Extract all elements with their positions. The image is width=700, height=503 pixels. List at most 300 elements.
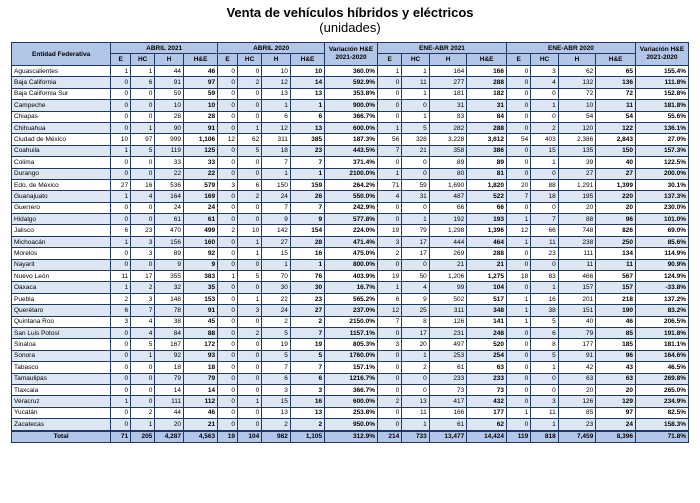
value-cell: 18 — [262, 145, 291, 156]
he-total-cell: 27 — [290, 305, 324, 316]
value-cell: 1 — [238, 236, 262, 247]
value-cell: 0 — [218, 316, 238, 327]
variation-cell: 30.1% — [635, 179, 688, 190]
variation-cell: 1216.7% — [325, 373, 378, 384]
he-total-cell: 96 — [596, 350, 636, 361]
value-cell: 10 — [155, 100, 184, 111]
entity-name-cell: Durango — [12, 168, 111, 179]
he-total-cell: 1,275 — [467, 271, 507, 282]
variation-cell: 475.0% — [325, 248, 378, 259]
variation-cell: 269.8% — [635, 373, 688, 384]
sub-header-e: E — [378, 54, 402, 66]
value-cell: 0 — [131, 384, 155, 395]
value-cell: 0 — [218, 157, 238, 168]
variation-cell: 155.4% — [635, 66, 688, 77]
total-variation-cell: 71.8% — [635, 431, 688, 443]
value-cell: 0 — [506, 373, 530, 384]
he-total-cell: 567 — [596, 271, 636, 282]
value-cell: 4 — [131, 327, 155, 338]
value-cell: 39 — [558, 157, 595, 168]
variation-cell: 264.2% — [325, 179, 378, 190]
value-cell: 88 — [531, 179, 559, 190]
variation-cell: 114.9% — [635, 248, 688, 259]
value-cell: 0 — [506, 259, 530, 270]
value-cell: 1 — [506, 214, 530, 225]
value-cell: 0 — [238, 282, 262, 293]
table-row — [12, 362, 689, 373]
value-cell: 0 — [378, 100, 402, 111]
entity-name-cell: Nayarit — [12, 259, 111, 270]
value-cell: 10 — [262, 66, 291, 77]
value-cell: 126 — [429, 316, 466, 327]
he-total-cell: 1,106 — [183, 134, 217, 145]
value-cell: 20 — [155, 419, 184, 431]
value-cell: 0 — [402, 157, 430, 168]
variation-cell: 2100.0% — [325, 168, 378, 179]
he-total-cell: 30 — [290, 282, 324, 293]
value-cell: 0 — [131, 214, 155, 225]
he-total-cell: 59 — [183, 88, 217, 99]
total-value-cell: 733 — [402, 431, 430, 443]
sub-header-hc: HC — [402, 54, 430, 66]
value-cell: 1 — [506, 316, 530, 327]
variation-cell: 371.4% — [325, 157, 378, 168]
value-cell: 40 — [558, 316, 595, 327]
sub-header-he: H&E — [290, 54, 324, 66]
value-cell: 7 — [131, 305, 155, 316]
value-cell: 42 — [558, 362, 595, 373]
value-cell: 61 — [429, 419, 466, 431]
he-total-cell: 10 — [183, 100, 217, 111]
sub-header-e: E — [111, 54, 131, 66]
variation-cell: 181.1% — [635, 339, 688, 350]
value-cell: 150 — [262, 179, 291, 190]
he-total-cell: 7 — [290, 202, 324, 213]
value-cell: 0 — [218, 327, 238, 338]
value-cell: 0 — [111, 168, 131, 179]
table-row — [12, 305, 689, 316]
he-total-cell: 154 — [290, 225, 324, 236]
variation-cell: 83.2% — [635, 305, 688, 316]
value-cell: 0 — [111, 157, 131, 168]
he-total-cell: 157 — [596, 282, 636, 293]
value-cell: 21 — [402, 145, 430, 156]
table-row — [12, 316, 689, 327]
he-total-cell: 92 — [183, 248, 217, 259]
value-cell: 0 — [506, 88, 530, 99]
variation-cell: 85.6% — [635, 236, 688, 247]
value-cell: 30 — [262, 282, 291, 293]
value-cell: 54 — [506, 134, 530, 145]
value-cell: 0 — [131, 202, 155, 213]
sub-header-hc: HC — [131, 54, 155, 66]
table-row — [12, 134, 689, 145]
table-row — [12, 407, 689, 418]
he-total-cell: 288 — [467, 77, 507, 88]
value-cell: 4 — [531, 77, 559, 88]
value-cell: 27 — [111, 179, 131, 190]
value-cell: 111 — [558, 248, 595, 259]
value-cell: 132 — [558, 77, 595, 88]
he-total-cell: 432 — [467, 396, 507, 407]
he-total-cell: 522 — [467, 191, 507, 202]
entity-name-cell: Edo. de México — [12, 179, 111, 190]
value-cell: 22 — [262, 293, 291, 304]
entity-name-cell: Hidalgo — [12, 214, 111, 225]
table-row — [12, 373, 689, 384]
entity-name-cell: Yucatán — [12, 407, 111, 418]
value-cell: 5 — [238, 271, 262, 282]
value-cell: 201 — [558, 293, 595, 304]
value-cell: 328 — [402, 134, 430, 145]
value-cell: 15 — [262, 396, 291, 407]
value-cell: 12 — [378, 305, 402, 316]
he-total-cell: 150 — [596, 145, 636, 156]
value-cell: 0 — [218, 191, 238, 202]
variation-cell: 234.9% — [635, 396, 688, 407]
variation-cell: 242.9% — [325, 202, 378, 213]
variation-cell: 111.8% — [635, 77, 688, 88]
value-cell: 0 — [378, 77, 402, 88]
sub-header-hc: HC — [531, 54, 559, 66]
value-cell: 0 — [402, 259, 430, 270]
variation-cell: 27.0% — [635, 134, 688, 145]
he-total-cell: 22 — [183, 168, 217, 179]
value-cell: 2 — [531, 122, 559, 133]
value-cell: 119 — [155, 145, 184, 156]
value-cell: 10 — [238, 225, 262, 236]
value-cell: 22 — [155, 168, 184, 179]
value-cell: 0 — [531, 202, 559, 213]
sub-header-h: H — [558, 54, 595, 66]
value-cell: 38 — [531, 305, 559, 316]
he-total-cell: 43 — [596, 362, 636, 373]
total-value-cell: 14,424 — [467, 431, 507, 443]
value-cell: 24 — [262, 191, 291, 202]
he-total-cell: 40 — [596, 157, 636, 168]
value-cell: 1 — [131, 122, 155, 133]
he-total-cell: 112 — [183, 396, 217, 407]
value-cell: 0 — [378, 214, 402, 225]
variation-cell: 124.9% — [635, 271, 688, 282]
value-cell: 13 — [262, 407, 291, 418]
value-cell: 4 — [402, 282, 430, 293]
value-cell: 63 — [558, 373, 595, 384]
value-cell: 0 — [531, 373, 559, 384]
he-total-cell: 160 — [183, 236, 217, 247]
value-cell: 0 — [238, 384, 262, 395]
value-cell: 0 — [506, 168, 530, 179]
value-cell: 2,386 — [558, 134, 595, 145]
value-cell: 142 — [262, 225, 291, 236]
he-total-cell: 10 — [290, 66, 324, 77]
value-cell: 61 — [429, 362, 466, 373]
value-cell: 497 — [429, 339, 466, 350]
value-cell: 0 — [238, 350, 262, 361]
value-cell: 7 — [531, 214, 559, 225]
value-cell: 91 — [558, 350, 595, 361]
value-cell: 9 — [155, 259, 184, 270]
he-total-cell: 1 — [290, 100, 324, 111]
he-total-cell: 141 — [467, 316, 507, 327]
value-cell: 0 — [218, 77, 238, 88]
entity-name-cell: Nuevo León — [12, 271, 111, 282]
value-cell: 148 — [155, 293, 184, 304]
value-cell: 0 — [506, 202, 530, 213]
value-cell: 3 — [262, 384, 291, 395]
value-cell: 0 — [111, 111, 131, 122]
value-cell: 1 — [402, 66, 430, 77]
value-cell: 417 — [429, 396, 466, 407]
variation-cell: 137.3% — [635, 191, 688, 202]
table-row — [12, 191, 689, 202]
value-cell: 1 — [378, 66, 402, 77]
entity-name-cell: Veracruz — [12, 396, 111, 407]
value-cell: 10 — [111, 134, 131, 145]
total-value-cell: 119 — [506, 431, 530, 443]
value-cell: 0 — [111, 202, 131, 213]
sub-header-he: H&E — [596, 54, 636, 66]
value-cell: 0 — [506, 327, 530, 338]
value-cell: 0 — [238, 407, 262, 418]
value-cell: 0 — [531, 88, 559, 99]
value-cell: 0 — [131, 157, 155, 168]
he-total-cell: 13 — [290, 122, 324, 133]
he-total-cell: 169 — [183, 191, 217, 202]
value-cell: 5 — [531, 316, 559, 327]
entity-header: Entidad Federativa — [12, 43, 111, 66]
value-cell: 88 — [558, 214, 595, 225]
value-cell: 0 — [506, 111, 530, 122]
value-cell: 2 — [402, 362, 430, 373]
table-row — [12, 259, 689, 270]
value-cell: 2 — [131, 282, 155, 293]
value-cell: 83 — [531, 271, 559, 282]
value-cell: 0 — [378, 373, 402, 384]
value-cell: 90 — [155, 122, 184, 133]
value-cell: 7 — [262, 362, 291, 373]
value-cell: 1 — [378, 282, 402, 293]
variation-cell: 1760.0% — [325, 350, 378, 361]
value-cell: 17 — [402, 327, 430, 338]
table-row — [12, 145, 689, 156]
entity-name-cell: Campeche — [12, 100, 111, 111]
value-cell: 1 — [531, 157, 559, 168]
value-cell: 1 — [111, 191, 131, 202]
variation-cell: 805.3% — [325, 339, 378, 350]
entity-name-cell: Michoacán — [12, 236, 111, 247]
value-cell: 0 — [531, 259, 559, 270]
value-cell: 4 — [131, 316, 155, 327]
total-value-cell: 7,459 — [558, 431, 595, 443]
table-row — [12, 350, 689, 361]
value-cell: 23 — [558, 419, 595, 431]
he-total-cell: 9 — [290, 214, 324, 225]
page-subtitle: (unidades) — [319, 20, 381, 35]
value-cell: 1 — [131, 419, 155, 431]
value-cell: 0 — [402, 384, 430, 395]
value-cell: 44 — [155, 66, 184, 77]
he-total-cell: 63 — [596, 373, 636, 384]
value-cell: 2 — [238, 77, 262, 88]
value-cell: 17 — [131, 271, 155, 282]
value-cell: 403 — [531, 134, 559, 145]
variation-cell: -33.8% — [635, 282, 688, 293]
value-cell: 2 — [238, 327, 262, 338]
table-row — [12, 339, 689, 350]
group-header-abril-2021: ABRIL 2021 — [111, 43, 218, 54]
value-cell: 238 — [558, 236, 595, 247]
table-row — [12, 327, 689, 338]
group-header-ene-abr-2021: ENE-ABR 2021 — [378, 43, 507, 54]
total-label: Total — [12, 431, 111, 443]
value-cell: 0 — [218, 145, 238, 156]
entity-name-cell: San Luis Potosí — [12, 327, 111, 338]
he-total-cell: 254 — [467, 350, 507, 361]
variation-cell: 577.8% — [325, 214, 378, 225]
he-total-cell: 23 — [290, 293, 324, 304]
value-cell: 89 — [155, 248, 184, 259]
value-cell: 0 — [111, 362, 131, 373]
value-cell: 0 — [378, 88, 402, 99]
he-total-cell: 63 — [467, 362, 507, 373]
value-cell: 20 — [558, 202, 595, 213]
value-cell: 11 — [531, 407, 559, 418]
entity-name-cell: Colima — [12, 157, 111, 168]
he-total-cell: 20 — [596, 202, 636, 213]
value-cell: 0 — [238, 373, 262, 384]
variation-cell: 69.0% — [635, 225, 688, 236]
value-cell: 7 — [378, 145, 402, 156]
total-value-cell: 982 — [262, 431, 291, 443]
entity-name-cell: Sonora — [12, 350, 111, 361]
table-row — [12, 419, 689, 431]
he-total-cell: 248 — [467, 327, 507, 338]
he-total-cell: 28 — [183, 111, 217, 122]
value-cell: 157 — [558, 282, 595, 293]
he-total-cell: 7 — [290, 327, 324, 338]
value-cell: 11 — [402, 407, 430, 418]
he-total-cell: 5 — [290, 350, 324, 361]
value-cell: 0 — [218, 111, 238, 122]
he-total-cell: 220 — [596, 191, 636, 202]
entity-name-cell: Aguascalientes — [12, 66, 111, 77]
value-cell: 0 — [506, 100, 530, 111]
page-title: Venta de vehículos híbridos y eléctricos — [226, 5, 474, 20]
value-cell: 13 — [402, 396, 430, 407]
value-cell: 12 — [218, 134, 238, 145]
value-cell: 0 — [111, 100, 131, 111]
value-cell: 0 — [131, 362, 155, 373]
value-cell: 27 — [262, 236, 291, 247]
he-total-cell: 76 — [290, 271, 324, 282]
value-cell: 0 — [378, 259, 402, 270]
total-value-cell: 71 — [111, 431, 131, 443]
value-cell: 1 — [506, 407, 530, 418]
value-cell: 83 — [429, 111, 466, 122]
he-total-cell: 46 — [596, 316, 636, 327]
value-cell: 120 — [558, 122, 595, 133]
value-cell: 0 — [111, 77, 131, 88]
value-cell: 177 — [558, 339, 595, 350]
value-cell: 0 — [131, 100, 155, 111]
value-cell: 18 — [531, 191, 559, 202]
value-cell: 1 — [531, 100, 559, 111]
he-total-cell: 464 — [467, 236, 507, 247]
value-cell: 5 — [131, 339, 155, 350]
value-cell: 38 — [155, 316, 184, 327]
value-cell: 13 — [262, 88, 291, 99]
value-cell: 79 — [155, 373, 184, 384]
value-cell: 3 — [131, 236, 155, 247]
value-cell: 7 — [378, 316, 402, 327]
value-cell: 5 — [238, 145, 262, 156]
value-cell: 1 — [238, 122, 262, 133]
he-total-cell: 129 — [596, 396, 636, 407]
table-body — [12, 66, 689, 431]
value-cell: 0 — [506, 157, 530, 168]
value-cell: 0 — [506, 350, 530, 361]
value-cell: 0 — [218, 100, 238, 111]
table-row — [12, 111, 689, 122]
value-cell: 0 — [218, 88, 238, 99]
value-cell: 0 — [111, 122, 131, 133]
value-cell: 748 — [558, 225, 595, 236]
variation-cell: 46.5% — [635, 362, 688, 373]
entity-name-cell: Querétaro — [12, 305, 111, 316]
value-cell: 8 — [402, 316, 430, 327]
value-cell: 282 — [429, 122, 466, 133]
variation-cell: 55.6% — [635, 111, 688, 122]
value-cell: 1 — [378, 122, 402, 133]
value-cell: 0 — [238, 88, 262, 99]
variation-cell: 237.0% — [325, 305, 378, 316]
value-cell: 19 — [378, 271, 402, 282]
variation-header-ytd: Variación H&E 2021-2020 — [635, 43, 688, 66]
he-total-cell: 6 — [290, 373, 324, 384]
value-cell: 1 — [111, 236, 131, 247]
variation-cell: 157.1% — [325, 362, 378, 373]
variation-cell: 164.6% — [635, 350, 688, 361]
value-cell: 6 — [131, 77, 155, 88]
he-total-cell: 79 — [183, 373, 217, 384]
value-cell: 1,206 — [429, 271, 466, 282]
value-cell: 23 — [131, 225, 155, 236]
he-total-cell: 72 — [596, 88, 636, 99]
value-cell: 0 — [238, 66, 262, 77]
variation-cell: 471.4% — [325, 236, 378, 247]
value-cell: 3 — [238, 305, 262, 316]
variation-cell: 443.5% — [325, 145, 378, 156]
value-cell: 1 — [402, 419, 430, 431]
value-cell: 0 — [131, 88, 155, 99]
entity-name-cell: Sinaloa — [12, 339, 111, 350]
he-total-cell: 13 — [290, 407, 324, 418]
entity-name-cell: Baja California — [12, 77, 111, 88]
value-cell: 0 — [238, 316, 262, 327]
value-cell: 9 — [402, 293, 430, 304]
value-cell: 4 — [378, 191, 402, 202]
he-total-cell: 45 — [183, 316, 217, 327]
value-cell: 0 — [111, 373, 131, 384]
he-total-cell: 385 — [290, 134, 324, 145]
value-cell: 231 — [429, 327, 466, 338]
value-cell: 0 — [531, 111, 559, 122]
value-cell: 164 — [155, 191, 184, 202]
value-cell: 5 — [262, 350, 291, 361]
value-cell: 91 — [155, 77, 184, 88]
value-cell: 1 — [402, 214, 430, 225]
